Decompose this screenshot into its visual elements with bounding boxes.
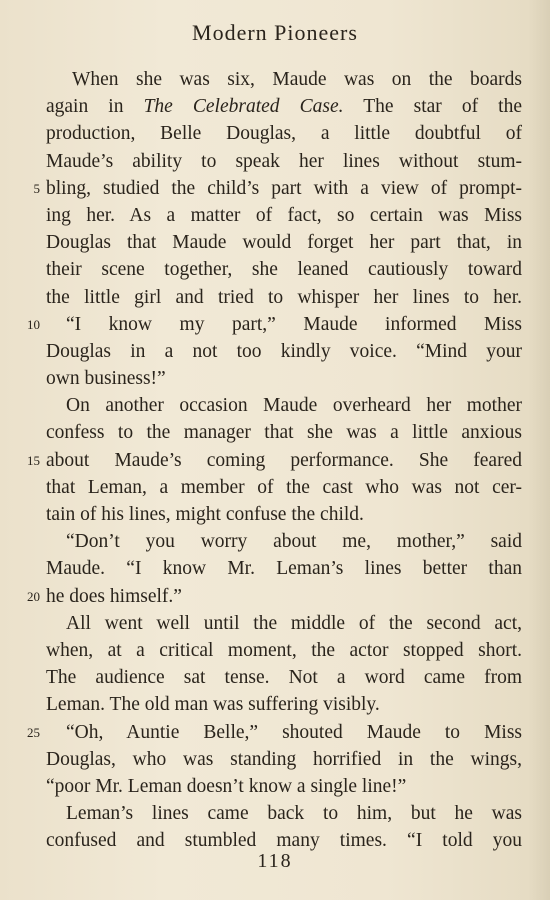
text-line bbox=[46, 229, 522, 256]
line-text: “Oh, Auntie Belle,” shouted Maude to Miss bbox=[66, 721, 522, 743]
line-text: own business!” bbox=[46, 368, 166, 390]
line-text: when, at a critical moment, the actor stopped short. bbox=[46, 639, 522, 661]
text-line bbox=[46, 202, 522, 229]
text-line bbox=[46, 800, 522, 827]
line-text: again in The Celebrated Case. The star of the bbox=[46, 96, 522, 118]
text-line bbox=[46, 664, 522, 691]
text-line bbox=[27, 583, 522, 610]
text-line bbox=[46, 93, 522, 120]
play-title: The Celebrated Case. bbox=[143, 96, 344, 118]
text-line bbox=[46, 746, 522, 773]
text-line bbox=[46, 338, 522, 365]
text-line bbox=[27, 311, 522, 338]
line-text: Leman’s lines came back to him, but he was bbox=[66, 803, 522, 825]
line-text: ing her. As a matter of fact, so certain was Miss bbox=[46, 204, 522, 226]
line-text: confused and stumbled many times. “I told you bbox=[46, 830, 522, 852]
line-text: On another occasion Maude overheard her mother bbox=[66, 395, 522, 417]
line-number: 15 bbox=[27, 452, 40, 468]
text-line bbox=[46, 365, 522, 392]
line-number: 20 bbox=[27, 588, 40, 604]
text-line bbox=[46, 501, 522, 528]
line-text: that Leman, a member of the cast who was not cer- bbox=[46, 476, 522, 498]
line-number: 5 bbox=[33, 180, 40, 196]
line-text: tain of his lines, might confuse the child. bbox=[46, 504, 364, 525]
line-text: their scene together, she leaned cautiously toward bbox=[46, 259, 522, 281]
line-text: confess to the manager that she was a little anxious bbox=[46, 422, 522, 444]
line-text: Maude. “I know Mr. Leman’s lines better than bbox=[46, 558, 522, 580]
line-text: Douglas, who was standing horrified in the wings, bbox=[46, 748, 522, 770]
line-text: Leman. The old man was suffering visibly. bbox=[46, 694, 380, 716]
running-head: Modern Pioneers bbox=[192, 20, 358, 45]
line-text: The audience sat tense. Not a word came from bbox=[46, 667, 522, 689]
text-line bbox=[27, 447, 522, 474]
text-line bbox=[46, 284, 522, 311]
text-line bbox=[46, 637, 522, 664]
text-line bbox=[33, 175, 522, 202]
text-line bbox=[46, 691, 522, 718]
line-text: about Maude’s coming performance. She feared bbox=[46, 449, 522, 471]
line-text: production, Belle Douglas, a little doubtful of bbox=[46, 123, 522, 145]
text-line bbox=[46, 120, 522, 147]
line-text: Douglas in a not too kindly voice. “Mind your bbox=[46, 340, 522, 362]
line-text: Maude’s ability to speak her lines without stum- bbox=[46, 150, 522, 172]
text-line bbox=[46, 474, 522, 501]
text-line bbox=[46, 528, 522, 555]
body-text bbox=[27, 66, 522, 854]
text-line bbox=[27, 719, 522, 746]
line-text: “I know my part,” Maude informed Miss bbox=[66, 313, 522, 335]
text-line bbox=[46, 555, 522, 582]
text-line bbox=[46, 610, 522, 637]
line-text: Douglas that Maude would forget her part that, in bbox=[46, 232, 522, 254]
text-line bbox=[46, 773, 522, 800]
text-line bbox=[46, 419, 522, 446]
line-text: When she was six, Maude was on the boards bbox=[72, 69, 522, 90]
line-text: he does himself.” bbox=[46, 585, 182, 607]
line-text: “poor Mr. Leman doesn’t know a single line!” bbox=[46, 775, 407, 797]
line-text: bling, studied the child’s part with a view of prompt- bbox=[46, 177, 522, 199]
text-line bbox=[46, 392, 522, 419]
text-line bbox=[46, 148, 522, 175]
page-number: 118 bbox=[257, 850, 293, 872]
text-line bbox=[46, 66, 522, 93]
line-text: the little girl and tried to whisper her lines to her. bbox=[46, 286, 522, 308]
text-line bbox=[46, 256, 522, 283]
line-text: All went well until the middle of the second act, bbox=[66, 612, 522, 634]
line-number: 10 bbox=[27, 316, 40, 332]
line-text: “Don’t you worry about me, mother,” said bbox=[66, 531, 522, 553]
line-number: 25 bbox=[27, 724, 40, 740]
